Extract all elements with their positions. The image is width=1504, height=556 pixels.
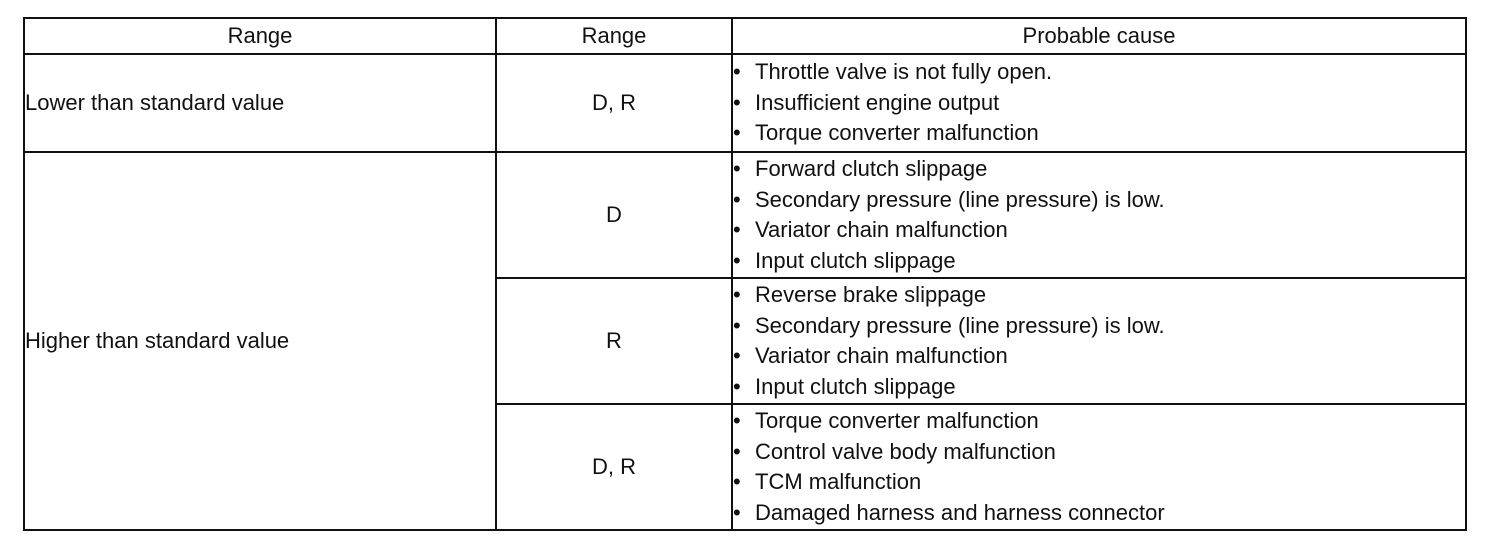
cause-list xyxy=(733,57,1465,149)
cause-list xyxy=(733,406,1465,528)
cause-item: • Secondary pressure (line pressure) is low. xyxy=(733,185,1465,216)
cause-item: • Input clutch slippage xyxy=(733,246,1465,277)
diagnosis-table xyxy=(23,17,1467,531)
cause-item: • TCM malfunction xyxy=(733,467,1465,498)
condition-cell: Higher than standard value xyxy=(24,152,496,530)
header-row xyxy=(24,18,1466,54)
table-header xyxy=(24,18,1466,54)
causes-cell xyxy=(732,278,1466,404)
cause-item: • Torque converter malfunction xyxy=(733,406,1465,437)
range-cell: R xyxy=(496,278,732,404)
range-cell: D, R xyxy=(496,404,732,530)
causes-cell xyxy=(732,152,1466,278)
header-range: Range xyxy=(496,18,732,54)
range-cell: D xyxy=(496,152,732,278)
cause-item: • Insufficient engine output xyxy=(733,88,1465,119)
header-probable-cause: Probable cause xyxy=(732,18,1466,54)
cause-list xyxy=(733,280,1465,402)
header-condition: Range xyxy=(24,18,496,54)
causes-cell xyxy=(732,404,1466,530)
cause-item: • Input clutch slippage xyxy=(733,372,1465,403)
cause-item: • Variator chain malfunction xyxy=(733,215,1465,246)
cause-item: • Reverse brake slippage xyxy=(733,280,1465,311)
cause-item: • Damaged harness and harness connector xyxy=(733,498,1465,529)
cause-item: • Forward clutch slippage xyxy=(733,154,1465,185)
causes-cell xyxy=(732,54,1466,152)
range-cell: D, R xyxy=(496,54,732,152)
cause-item: • Variator chain malfunction xyxy=(733,341,1465,372)
cause-item: • Secondary pressure (line pressure) is low. xyxy=(733,311,1465,342)
table-body xyxy=(24,54,1466,530)
cause-item: • Control valve body malfunction xyxy=(733,437,1465,468)
cause-item: • Torque converter malfunction xyxy=(733,118,1465,149)
table-row xyxy=(24,54,1466,152)
cause-list xyxy=(733,154,1465,276)
table-row xyxy=(24,152,1466,278)
cause-item: • Throttle valve is not fully open. xyxy=(733,57,1465,88)
condition-cell: Lower than standard value xyxy=(24,54,496,152)
